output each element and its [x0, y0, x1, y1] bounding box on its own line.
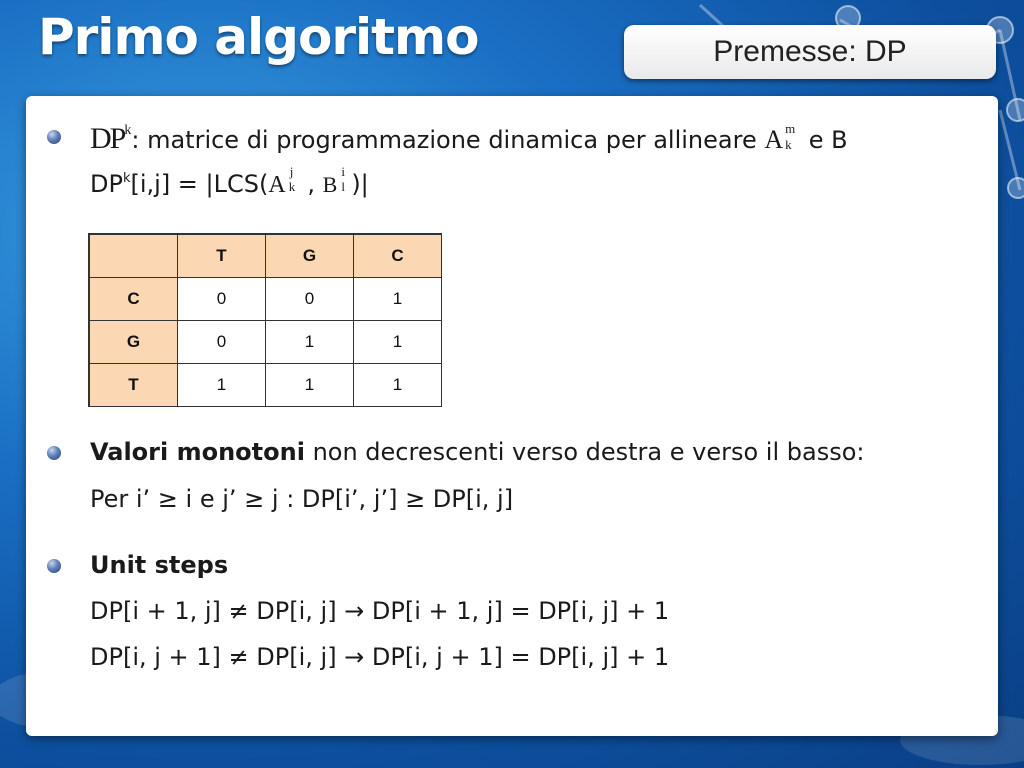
slide-title: Primo algoritmo	[38, 8, 479, 66]
table-row	[89, 278, 442, 321]
dp-symbol: DP	[90, 122, 125, 155]
column-header: T	[178, 234, 266, 278]
lcs-dp: DP	[90, 170, 123, 198]
bullet2-rest: non decrescenti verso destra e verso il basso:	[304, 438, 865, 466]
lcs-a-superscript: j	[289, 164, 294, 179]
column-header: G	[266, 234, 354, 278]
table-row	[89, 364, 442, 407]
bullet-icon	[47, 130, 61, 144]
table-header-row	[89, 234, 442, 278]
a-subscript: k	[785, 137, 792, 152]
lcs-end: )|	[351, 170, 369, 198]
lcs-b-indices	[337, 164, 351, 199]
column-header: C	[354, 234, 442, 278]
a-indices	[783, 121, 801, 156]
lcs-a: A	[268, 172, 286, 198]
lcs-a-subscript: k	[288, 179, 296, 194]
lcs-superscript: k	[122, 171, 131, 186]
bullet1-text: : matrice di programmazione dinamica per allineare	[131, 126, 757, 154]
table-cell: 1	[354, 321, 442, 364]
table-cell: 1	[266, 321, 354, 364]
lcs-mid: [i,j] = |LCS(	[130, 170, 269, 198]
bullet2-line2: Per i’ ≥ i e j’ ≥ j : DP[i’, j’] ≥ DP[i, j]	[90, 485, 514, 513]
lcs-a-indices	[286, 164, 300, 199]
row-header: C	[89, 278, 178, 321]
topic-badge	[624, 25, 996, 79]
table-cell: 0	[266, 278, 354, 321]
row-header: T	[89, 364, 178, 407]
bullet3-line3: DP[i, j + 1] ≠ DP[i, j] → DP[i, j + 1] = DP[i, j] + 1	[90, 643, 670, 671]
bullet3-line1	[90, 551, 228, 579]
bullet1-line1	[90, 122, 848, 156]
row-header: G	[89, 321, 178, 364]
bullet-icon	[47, 446, 61, 460]
lcs-comma: ,	[307, 170, 315, 198]
bullet2-line1	[90, 438, 864, 466]
table-cell: 0	[178, 321, 266, 364]
a-symbol: A	[764, 125, 784, 154]
bullet-icon	[47, 559, 61, 573]
bullet3-line2: DP[i + 1, j] ≠ DP[i, j] → DP[i + 1, j] = DP[i, j] + 1	[90, 597, 670, 625]
table-cell: 1	[354, 278, 442, 321]
lcs-b-superscript: i	[341, 164, 345, 179]
table-row	[89, 321, 442, 364]
bullet2-bold: Valori monotoni	[90, 438, 305, 466]
lcs-b: B	[322, 172, 338, 197]
bullet1-line2	[90, 164, 369, 199]
dp-table	[88, 233, 442, 407]
lcs-b-subscript: l	[341, 179, 345, 194]
table-cell: 1	[178, 364, 266, 407]
bullet3-bold: Unit steps	[90, 551, 229, 579]
topic-label: Premesse: DP	[713, 35, 907, 68]
table-corner-cell	[89, 234, 178, 278]
a-superscript: m	[785, 121, 796, 136]
dp-superscript: k	[124, 123, 132, 138]
table-cell: 1	[266, 364, 354, 407]
bullet1-tail: e B	[808, 126, 848, 154]
table-cell: 0	[178, 278, 266, 321]
table-cell: 1	[354, 364, 442, 407]
